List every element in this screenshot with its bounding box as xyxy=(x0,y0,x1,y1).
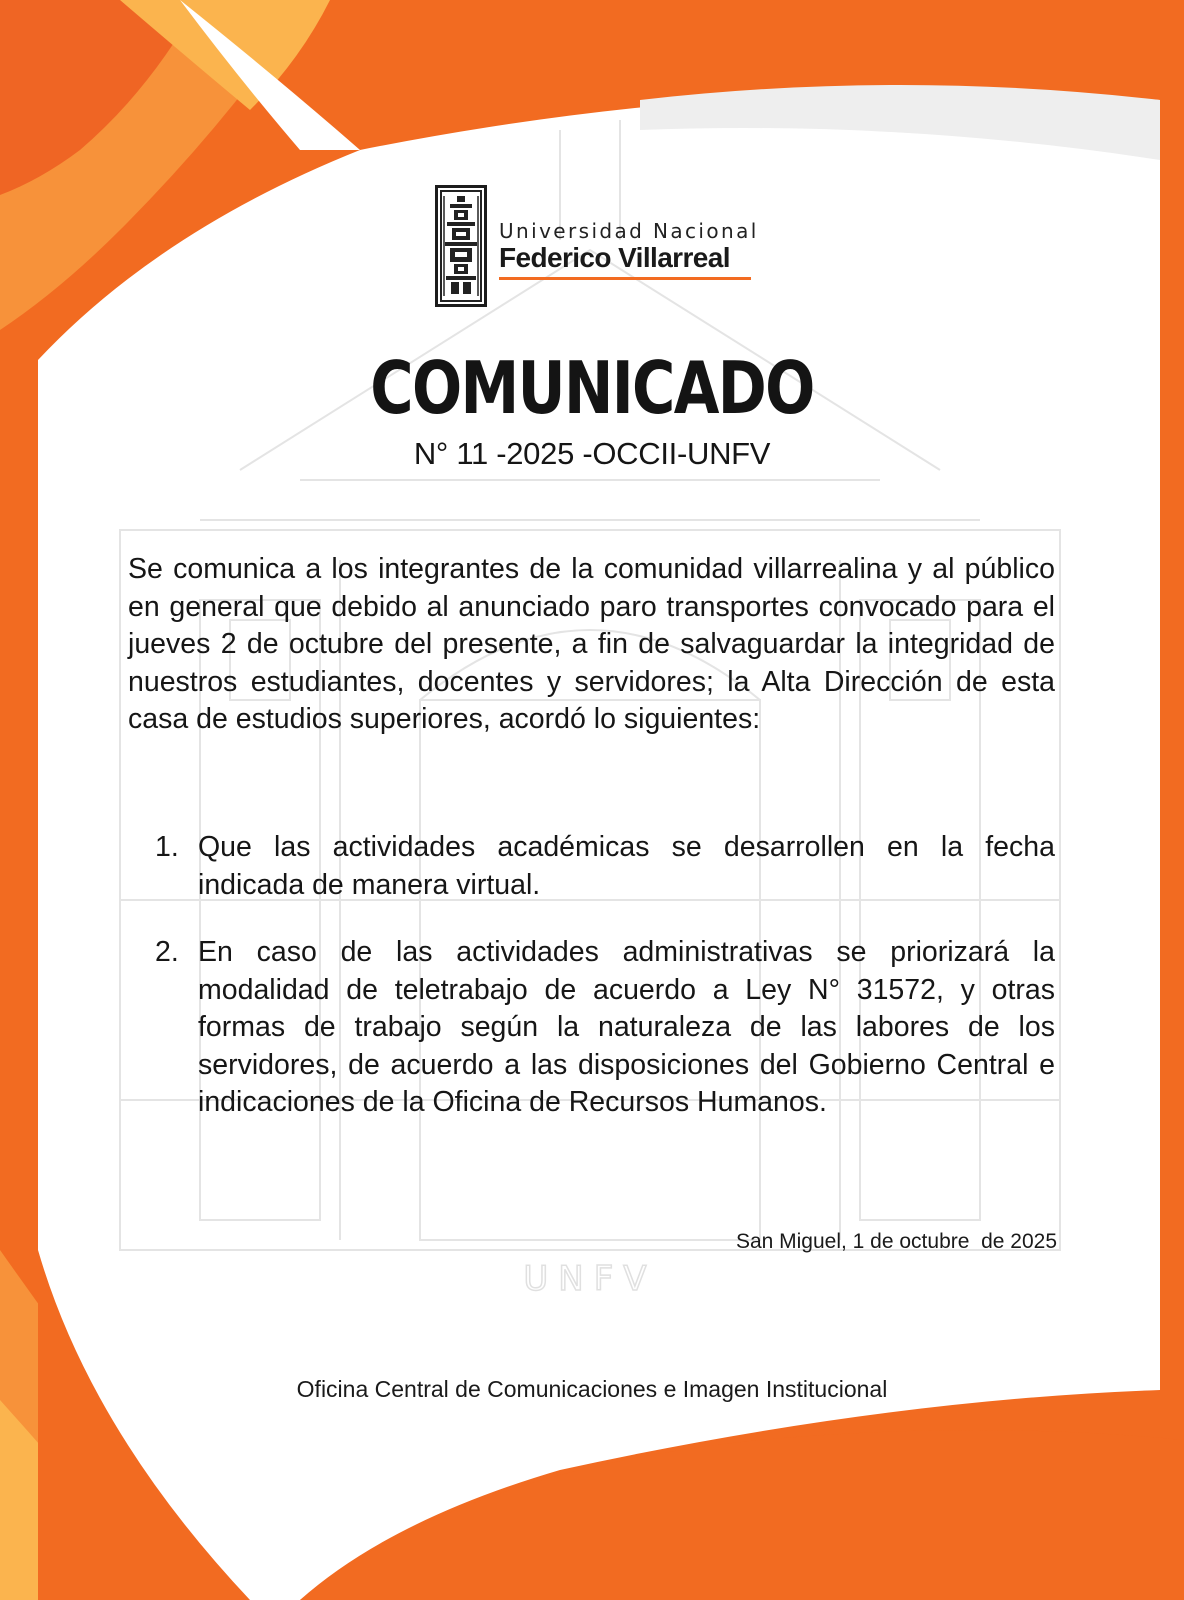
watermark-text: UNFV xyxy=(523,1259,657,1299)
list-item-number: 1. xyxy=(155,831,179,863)
logo-underline xyxy=(499,277,751,280)
university-name xyxy=(499,219,757,280)
list-item-number: 2. xyxy=(155,936,179,968)
university-emblem-icon xyxy=(435,185,487,307)
document-title: COMUNICADO xyxy=(370,346,814,430)
document-number: N° 11 -2025 -OCCII-UNFV xyxy=(413,436,771,471)
university-name-line1: Universidad Nacional xyxy=(499,219,759,243)
list-item xyxy=(155,934,1055,1122)
list-item-text: En caso de las actividades administrativas se priorizará la modalidad de teletrabajo de acuerdo a Ley N° 31572, y otras formas de trabajo según la naturaleza de las labores de los servidores, de acuerdo a las disposiciones del Gobierno Central e indicaciones de la Oficina de Recursos Humanos. xyxy=(198,936,1055,1118)
university-name-line2: Federico Villarreal xyxy=(499,242,730,273)
issuing-office: Oficina Central de Comunicaciones e Imagen Institucional xyxy=(296,1376,888,1402)
body-paragraph: Se comunica a los integrantes de la comunidad villarrealina y al público en general que debido al anunciado paro transportes convocado para el jueves 2 de octubre del presente, a fin de salvaguardar la integridad de nuestros estudiantes, docentes y servidores; la Alta Dirección de esta casa de estudios superiores, acordó lo siguientes: xyxy=(128,553,1055,735)
document-date: San Miguel, 1 de octubre de 2025 xyxy=(735,1230,1057,1253)
list-item-text: Que las actividades académicas se desarrollen en la fecha indicada de manera virtual. xyxy=(198,831,1055,901)
list-item xyxy=(155,829,1055,904)
university-logo xyxy=(435,185,757,307)
